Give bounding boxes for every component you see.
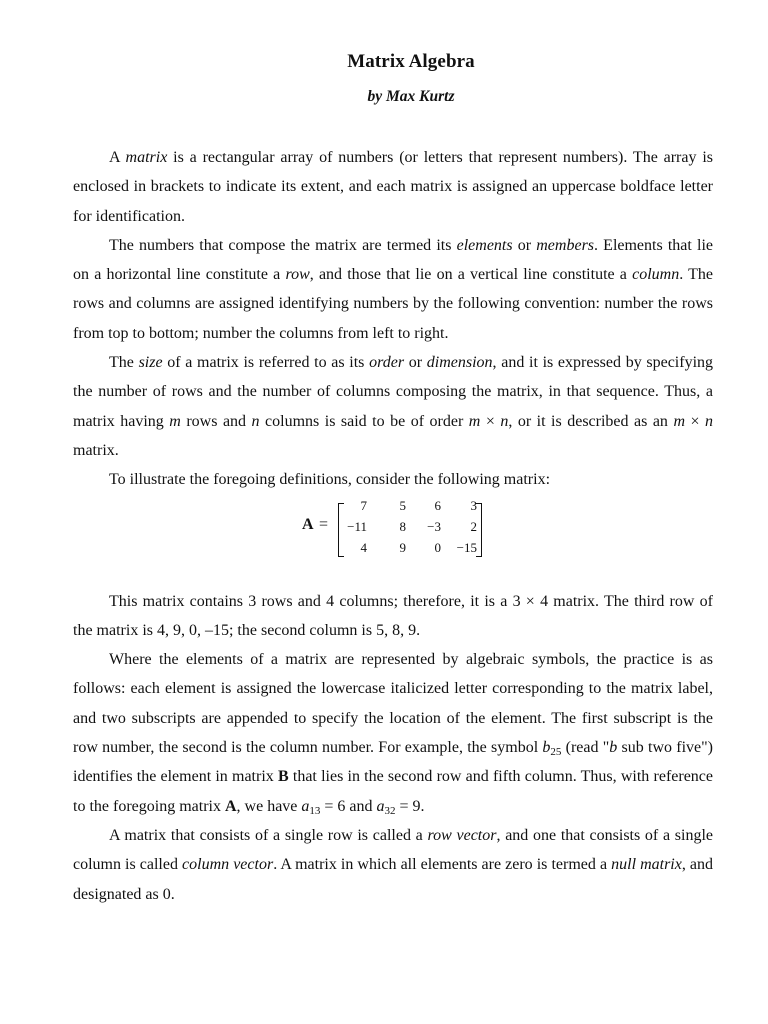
paragraph-4: To illustrate the foregoing definitions, consider the following matrix: (109, 471, 551, 489)
matrix-cell-r3c4: −15 (456, 539, 477, 555)
matrix-cell-r2c1: −11 (347, 518, 367, 534)
matrix-cell-r2c3: −3 (427, 518, 441, 534)
matrix-cell-r2c2: 8 (399, 518, 406, 534)
page-title: Matrix Algebra (347, 51, 475, 72)
author-line: by Max Kurtz (367, 88, 455, 105)
paragraph-1: A matrix is a rectangular array of numbers (or letters that represent numbers). The array is enclosed in brackets to indicate its extent, and each matrix is assigned an uppercase boldface letter for identification. (73, 149, 714, 225)
matrix-a-display (73, 495, 713, 587)
matrix-equals: = (319, 515, 329, 533)
paragraph-7: A matrix that consists of a single row is called a row vector, and one that consists of a single column is called column vector. A matrix in which all elements are zero is termed a null matrix, and designated as 0. (73, 826, 714, 903)
paragraph-2: The numbers that compose the matrix are termed its elements or members. Elements that lie on a horizontal line constitute a row, and those that lie on a vertical line constitute a column. The rows and columns are assigned identifying numbers by the following convention: number the rows from top to bottom; number the columns from left to right. (73, 236, 714, 342)
matrix-cell-r3c1: 4 (360, 539, 367, 555)
matrix-cell-r3c2: 9 (399, 539, 406, 555)
paragraph-5: This matrix contains 3 rows and 4 columns; therefore, it is a 3 × 4 matrix. The third row of the matrix is 4, 9, 0, –15; the second column is 5, 8, 9. (73, 592, 713, 639)
paragraph-6: Where the elements of a matrix are represented by algebraic symbols, the practice is as follows: each element is assigned the lowercase italicized letter corresponding to the matrix label, and two subscripts are appended to specify the location of the element. The first subscript is the row number, the second is the column number. For example, the symbol $b_{25}$ (read "b sub two five") identifies the element in matrix B that lies in the second row and fifth column. Thus, with reference to the foregoing matrix A, we have $a_{13} = 6$ and $a_{32} = 9$. (73, 651, 714, 817)
matrix-label: A (302, 515, 314, 533)
matrix-cell-r1c4: 3 (470, 497, 477, 513)
matrix-cell-r1c2: 5 (399, 497, 406, 513)
matrix-cell-r3c3: 0 (434, 539, 441, 555)
matrix-cell-r1c3: 6 (434, 497, 441, 513)
matrix-cell-r2c4: 2 (470, 518, 477, 534)
document-body (73, 143, 713, 909)
paragraph-3: The size of a matrix is referred to as its order or dimension, and it is expressed by specifying the number of rows and the number of columns composing the matrix, in that sequence. Thus, a matrix having m rows and n columns is said to be of order m × n, or it is described as an m × n matrix. (73, 354, 714, 459)
matrix-cell-r1c1: 7 (360, 497, 367, 513)
